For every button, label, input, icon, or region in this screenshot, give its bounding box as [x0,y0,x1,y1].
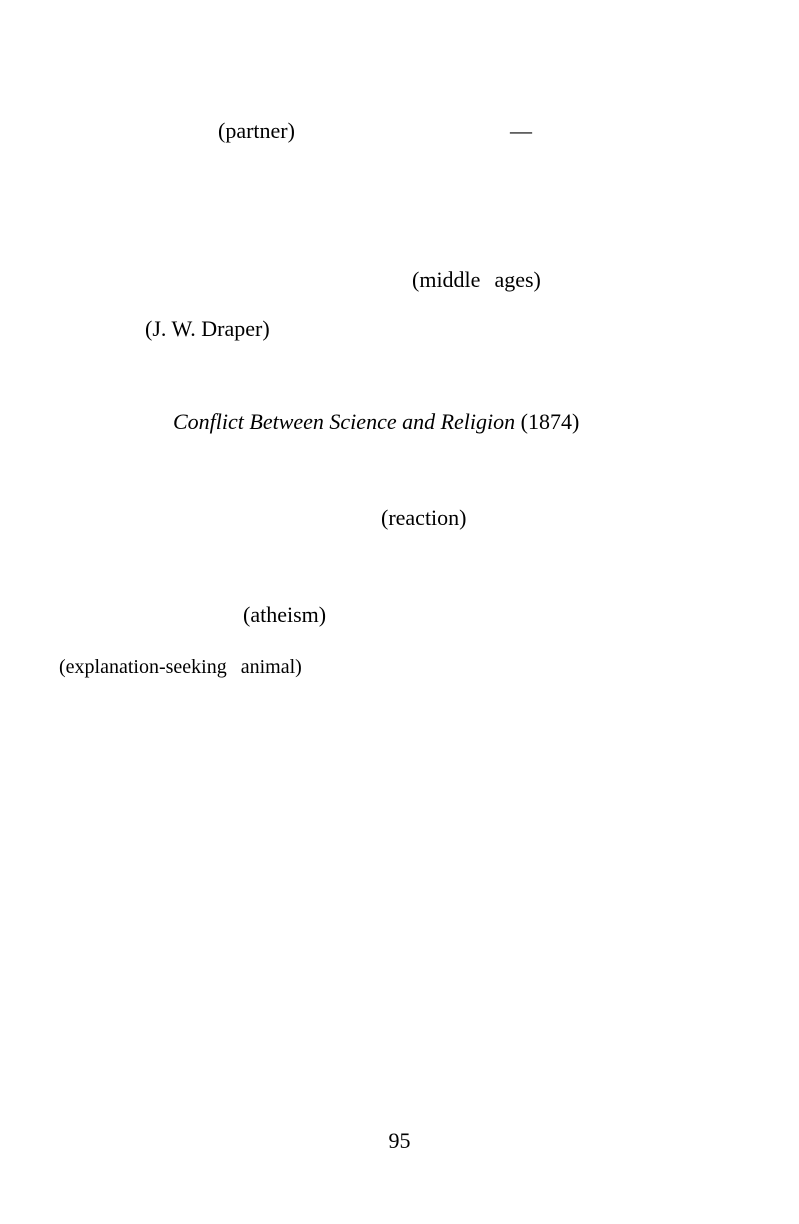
name-draper [145,316,270,342]
name-draper-surname: Draper) [201,316,270,341]
em-dash: — [510,118,532,143]
book-title: Conflict Between Science and Religion [173,409,516,434]
page-number: 95 [388,1128,411,1153]
term-partner: (partner) [218,118,295,143]
term-reaction: (reaction) [381,505,467,530]
term-explanation-seeking-animal: (explanation-seeking animal) [59,656,302,678]
name-draper-initial2: W. [171,316,196,341]
name-draper-initial1: (J. [145,316,167,341]
book-citation [173,409,579,435]
book-year: (1874) [520,409,580,434]
term-middle-ages [412,267,541,293]
term-middle-ages-word2: ages) [494,267,541,292]
term-middle-ages-word1: (middle [412,267,481,292]
term-atheism: (atheism) [243,602,327,627]
